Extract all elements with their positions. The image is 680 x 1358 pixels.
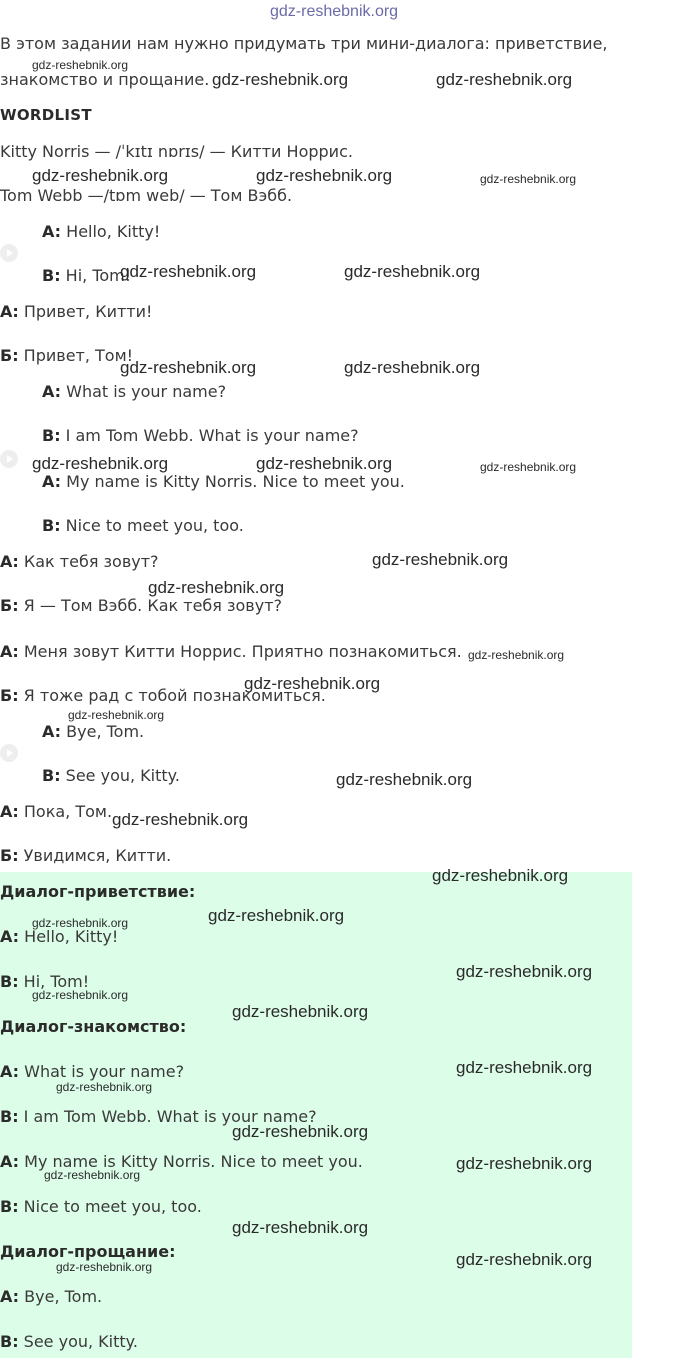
watermark-top: gdz-reshebnik.org	[270, 3, 399, 20]
dialog2-ru-line-4: Б: Я тоже рад с тобой познакомиться.	[0, 686, 326, 705]
dialog3-ru-line-1: А: Пока, Том.	[0, 802, 113, 821]
answer-intro-line-3: A: My name is Kitty Norris. Nice to meet you.	[0, 1152, 363, 1171]
dialog2-line-4: B: Nice to meet you, too.	[42, 516, 244, 535]
watermark: gdz-reshebnik.org	[68, 708, 165, 722]
dialog1-ru-line-2: Б: Привет, Том!	[0, 346, 134, 365]
dialog1-ru-line-1: А: Привет, Китти!	[0, 302, 153, 321]
watermark: gdz-reshebnik.org	[480, 460, 577, 474]
watermark: gdz-reshebnik.org	[232, 1218, 369, 1237]
watermark: gdz-reshebnik.org	[56, 1080, 153, 1094]
wordlist-entry-2: Tom Webb —/tɒm web/ — Том Вэбб.	[0, 186, 293, 205]
dialog3-line-2: B: See you, Kitty.	[42, 766, 180, 785]
watermark: gdz-reshebnik.org	[32, 916, 129, 930]
dialog2-ru-line-3: А: Меня зовут Китти Норрис. Приятно познакомиться.	[0, 642, 462, 661]
watermark: gdz-reshebnik.org	[212, 70, 349, 89]
wordlist-heading: WORDLIST	[0, 106, 92, 124]
answer-greeting-line-2: B: Hi, Tom!	[0, 972, 90, 991]
watermark: gdz-reshebnik.org	[436, 70, 573, 89]
watermark: gdz-reshebnik.org	[336, 770, 473, 789]
watermark: gdz-reshebnik.org	[456, 1154, 593, 1173]
watermark: gdz-reshebnik.org	[112, 810, 249, 829]
wordlist-entry-1: Kitty Norris — /ˈkɪtɪ nɒrɪs/ — Китти Норрис.	[0, 142, 353, 161]
watermark: gdz-reshebnik.org	[232, 1122, 369, 1141]
watermark: gdz-reshebnik.org	[32, 58, 129, 72]
answer-greeting-line-1: A: Hello, Kitty!	[0, 927, 119, 946]
watermark: gdz-reshebnik.org	[344, 262, 481, 281]
watermark: gdz-reshebnik.org	[256, 454, 393, 473]
watermark: gdz-reshebnik.org	[56, 1260, 153, 1274]
watermark: gdz-reshebnik.org	[244, 674, 381, 693]
answer-greeting-title: Диалог-приветствие:	[0, 882, 196, 901]
answer-farewell-title: Диалог-прощание:	[0, 1242, 176, 1261]
dialog1-line-1: A: Hello, Kitty!	[42, 222, 161, 241]
play-audio-icon[interactable]	[0, 744, 18, 762]
answer-intro-line-4: B: Nice to meet you, too.	[0, 1197, 202, 1216]
watermark: gdz-reshebnik.org	[32, 166, 169, 185]
watermark: gdz-reshebnik.org	[468, 648, 565, 662]
intro-line-1: В этом задании нам нужно придумать три мини-диалога: приветствие,	[0, 34, 608, 53]
dialog1-line-2: B: Hi, Tom!	[42, 266, 132, 285]
watermark: gdz-reshebnik.org	[456, 1250, 593, 1269]
dialog2-line-2: B: I am Tom Webb. What is your name?	[42, 426, 359, 445]
watermark: gdz-reshebnik.org	[32, 454, 169, 473]
dialog2-line-3: A: My name is Kitty Norris. Nice to meet you.	[42, 472, 405, 491]
watermark: gdz-reshebnik.org	[480, 172, 577, 186]
dialog2-ru-line-2: Б: Я — Том Вэбб. Как тебя зовут?	[0, 596, 283, 615]
dialog2-line-1: A: What is your name?	[42, 382, 227, 401]
watermark: gdz-reshebnik.org	[456, 962, 593, 981]
watermark: gdz-reshebnik.org	[456, 1058, 593, 1077]
intro-line-2: знакомство и прощание.	[0, 70, 210, 89]
watermark: gdz-reshebnik.org	[432, 866, 569, 885]
watermark: gdz-reshebnik.org	[344, 358, 481, 377]
play-audio-icon[interactable]	[0, 244, 18, 262]
dialog3-ru-line-2: Б: Увидимся, Китти.	[0, 846, 172, 865]
answer-intro-title: Диалог-знакомство:	[0, 1017, 187, 1036]
watermark: gdz-reshebnik.org	[208, 906, 345, 925]
watermark: gdz-reshebnik.org	[32, 988, 129, 1002]
watermark: gdz-reshebnik.org	[232, 1002, 369, 1021]
watermark: gdz-reshebnik.org	[372, 550, 509, 569]
answer-farewell-line-1: A: Bye, Tom.	[0, 1287, 103, 1306]
dialog2-ru-line-1: А: Как тебя зовут?	[0, 552, 159, 571]
watermark: gdz-reshebnik.org	[148, 578, 285, 597]
watermark: gdz-reshebnik.org	[256, 166, 393, 185]
watermark: gdz-reshebnik.org	[44, 1168, 141, 1182]
play-audio-icon[interactable]	[0, 450, 18, 468]
watermark: gdz-reshebnik.org	[120, 262, 257, 281]
watermark: gdz-reshebnik.org	[120, 358, 257, 377]
answer-intro-line-1: A: What is your name?	[0, 1062, 185, 1081]
answer-intro-line-2: B: I am Tom Webb. What is your name?	[0, 1107, 317, 1126]
answer-farewell-line-2: B: See you, Kitty.	[0, 1332, 138, 1351]
dialog3-line-1: A: Bye, Tom.	[42, 722, 145, 741]
